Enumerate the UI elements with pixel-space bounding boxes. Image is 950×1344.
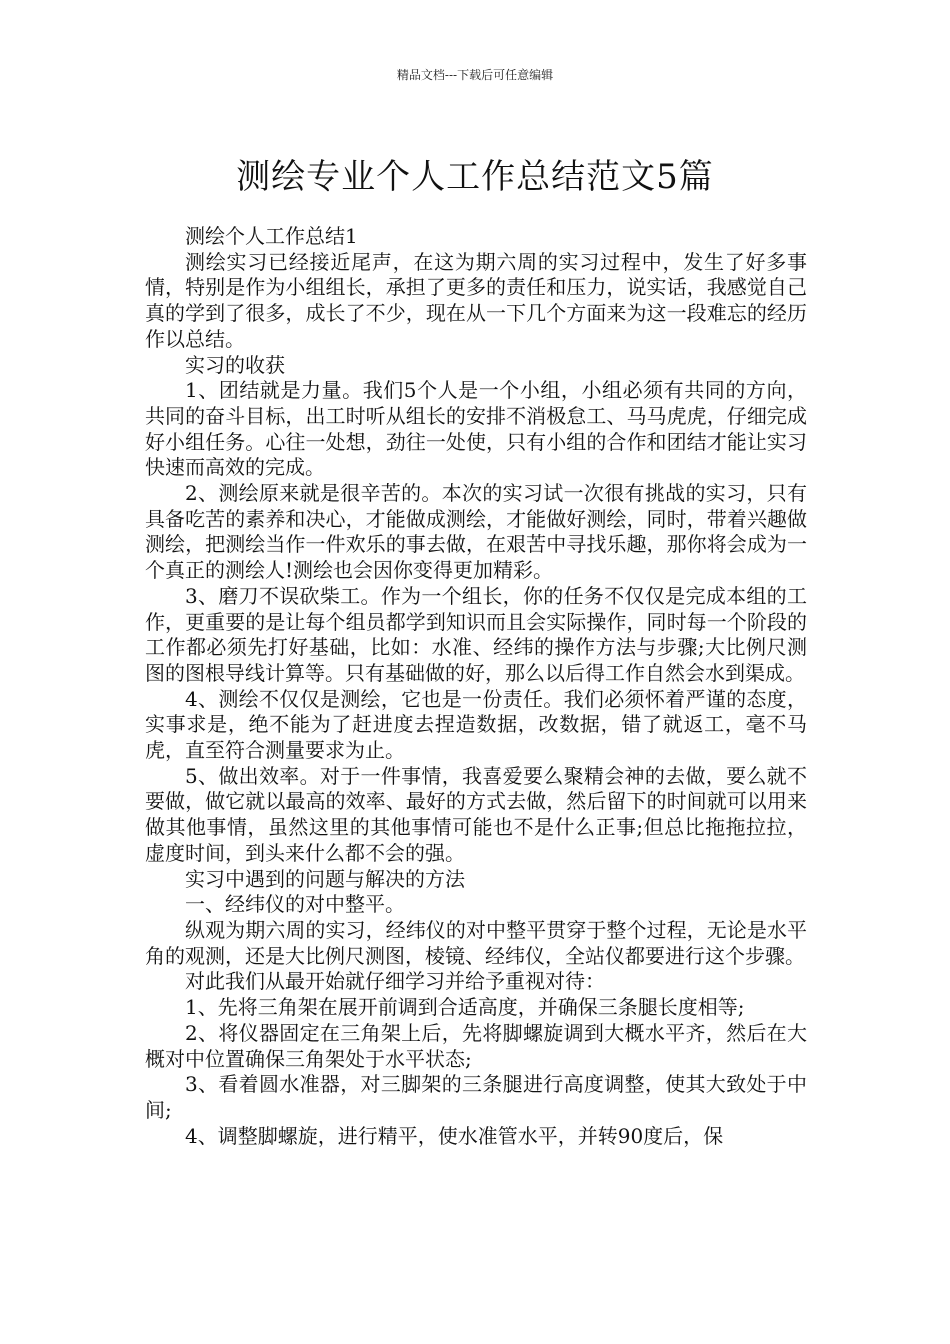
paragraph: 1、先将三角架在展开前调到合适高度，并确保三条腿长度相等; (185, 995, 745, 1020)
paragraph: 3、看着圆水准器，对三脚架的三条腿进行高度调整，使其大致处于中间; (145, 1072, 807, 1122)
paragraph: 2、测绘原来就是很辛苦的。本次的实习试一次很有挑战的实习，只有具备吃苦的素养和决心，才能做成测绘，才能做好测绘，同时，带着兴趣做测绘，把测绘当作一件欢乐的事去做，在艰苦中寻找乐趣，那你将会成为一个真正的测绘人!测绘也会因你变得更加精彩。 (145, 481, 807, 583)
paragraph: 4、调整脚螺旋，进行精平，使水准管水平，并转90度后，保 (185, 1123, 724, 1148)
paragraph: 5、做出效率。对于一件事情，我喜爱要么聚精会神的去做，要么就不要做，做它就以最高的效率、最好的方式去做，然后留下的时间就可以用来做其他事情，虽然这里的其他事情可能也不是什么正事;但总比拖拖拉拉，虚度时间，到头来什么都不会的强。 (145, 763, 807, 865)
paragraph: 测绘个人工作总结1 (185, 224, 358, 248)
paragraph: 纵观为期六周的实习，经纬仪的对中整平贯穿于整个过程，无论是水平角的观测，还是大比例尺测图，棱镜、经纬仪，全站仪都要进行这个步骤。 (145, 917, 807, 968)
document-body (145, 224, 807, 1149)
paragraph: 一、经纬仪的对中整平。 (185, 892, 405, 917)
paragraph: 实习的收获 (185, 352, 285, 377)
paragraph: 1、团结就是力量。我们5个人是一个小组，小组必须有共同的方向，共同的奋斗目标，出工时听从组长的安排不消极怠工、马马虎虎，仔细完成好小组任务。心往一处想，劲往一处使，只有小组的合作和团结才能让实习快速而高效的完成。 (145, 378, 807, 480)
paragraph: 对此我们从最开始就仔细学习并给予重视对待： (185, 969, 605, 994)
paragraph: 3、磨刀不误砍柴工。作为一个组长，你的任务不仅仅是完成本组的工作，更重要的是让每个组员都学到知识而且会实际操作，同时每一个阶段的工作都必须先打好基础，比如：水准、经纬的操作方法与步骤;大比例尺测图的图根导线计算等。只有基础做的好，那么以后得工作自然会水到渠成。 (145, 583, 807, 685)
paragraph: 测绘实习已经接近尾声，在这为期六周的实习过程中，发生了好多事情，特别是作为小组组长，承担了更多的责任和压力，说实话，我感觉自己真的学到了很多，成长了不少，现在从一下几个方面来为这一段难忘的经历作以总结。 (145, 249, 807, 351)
paragraph: 2、将仪器固定在三角架上后，先将脚螺旋调到大概水平齐，然后在大概对中位置确保三角架处于水平状态; (145, 1020, 807, 1071)
paragraph: 实习中遇到的问题与解决的方法 (185, 866, 465, 891)
paragraph: 4、测绘不仅仅是测绘，它也是一份责任。我们必须怀着严谨的态度，实事求是，绝不能为了赶进度去捏造数据，改数据，错了就返工，毫不马虎，直至符合测量要求为止。 (145, 686, 807, 763)
document-title: 测绘专业个人工作总结范文5篇 (236, 156, 714, 197)
page-header: 精品文档---下载后可任意编辑 (396, 68, 554, 82)
